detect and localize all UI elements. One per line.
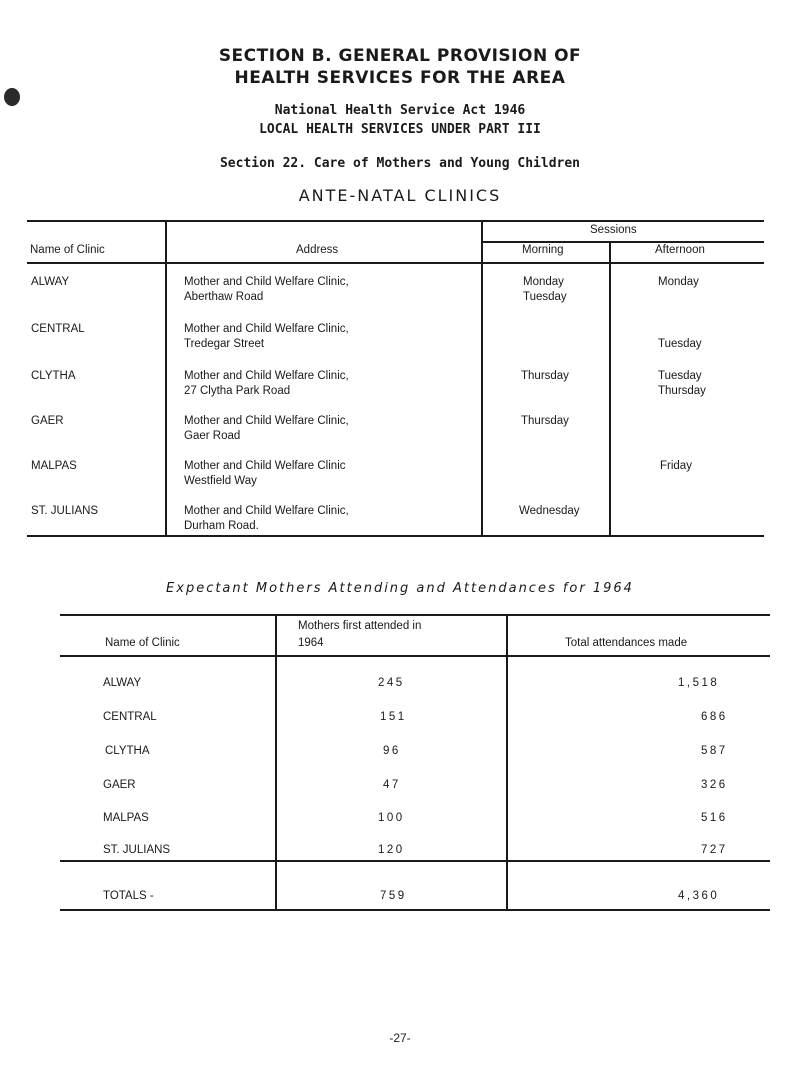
total-attendances-value: 326 — [701, 779, 728, 791]
clinic-name: CENTRAL — [103, 711, 157, 723]
header-address: Address — [296, 244, 339, 256]
first-attended-value: 151 — [380, 711, 407, 723]
header-sessions: Sessions — [590, 224, 637, 236]
clinic-name: ALWAY — [31, 276, 70, 288]
clinic-name: CENTRAL — [31, 323, 85, 335]
clinic-address-line1: Mother and Child Welfare Clinic, — [184, 370, 349, 382]
clinic-address-line2: Durham Road. — [184, 520, 259, 532]
first-attended-value: 47 — [383, 779, 401, 791]
morning-session: Wednesday — [519, 505, 580, 517]
clinic-name: MALPAS — [31, 460, 77, 472]
clinic-address-line1: Mother and Child Welfare Clinic, — [184, 505, 349, 517]
page-number: -27- — [389, 1031, 411, 1045]
clinic-address-line2: Aberthaw Road — [184, 291, 264, 303]
header-afternoon: Afternoon — [655, 244, 705, 256]
total-attendances-value: 1,518 — [678, 677, 720, 689]
afternoon-session: Thursday — [658, 385, 706, 397]
total-attendances-value: 516 — [701, 812, 728, 824]
first-attended-value: 245 — [378, 677, 405, 689]
part-title: LOCAL HEALTH SERVICES UNDER PART III — [259, 122, 541, 137]
clinic-address-line1: Mother and Child Welfare Clinic, — [184, 276, 349, 288]
clinic-name: GAER — [103, 779, 136, 791]
first-attended-value: 96 — [383, 745, 401, 757]
section-heading-line1: SECTION B. GENERAL PROVISION OF — [218, 46, 582, 66]
header-first-attended-line1: Mothers first attended in — [298, 620, 422, 632]
clinic-address-line2: Tredegar Street — [184, 338, 265, 350]
afternoon-session: Monday — [658, 276, 699, 288]
section-heading-line2: HEALTH SERVICES FOR THE AREA — [234, 68, 566, 88]
clinic-name: GAER — [31, 415, 64, 427]
total-attendances-value: 587 — [701, 745, 728, 757]
header-name-of-clinic: Name of Clinic — [30, 244, 105, 256]
morning-session: Thursday — [521, 370, 569, 382]
header-morning: Morning — [522, 244, 564, 256]
clinic-name: CLYTHA — [31, 370, 76, 382]
totals-attendances: 4,360 — [678, 890, 720, 902]
morning-session: Thursday — [521, 415, 569, 427]
clinic-address-line1: Mother and Child Welfare Clinic, — [184, 323, 349, 335]
clinic-address-line2: Gaer Road — [184, 430, 241, 442]
act-title: National Health Service Act 1946 — [274, 103, 526, 118]
clinic-address-line1: Mother and Child Welfare Clinic, — [184, 415, 349, 427]
afternoon-session: Friday — [660, 460, 692, 472]
total-attendances-value: 686 — [701, 711, 728, 723]
header-first-attended-line2: 1964 — [298, 637, 324, 649]
clinic-address-line2: 27 Clytha Park Road — [184, 385, 291, 397]
totals-label: TOTALS - — [103, 890, 154, 902]
clinic-address-line1: Mother and Child Welfare Clinic — [184, 460, 346, 472]
section-title: Section 22. Care of Mothers and Young Children — [219, 156, 581, 171]
first-attended-value: 100 — [378, 812, 405, 824]
morning-session: Monday — [523, 276, 564, 288]
morning-session: Tuesday — [523, 291, 567, 303]
clinic-name: ST. JULIANS — [103, 844, 171, 856]
header-name-of-clinic: Name of Clinic — [105, 637, 180, 649]
afternoon-session: Tuesday — [658, 370, 702, 382]
clinic-name: ST. JULIANS — [31, 505, 99, 517]
header-total-attendances: Total attendances made — [565, 637, 688, 649]
first-attended-value: 120 — [378, 844, 405, 856]
clinic-name: MALPAS — [103, 812, 149, 824]
afternoon-session: Tuesday — [658, 338, 702, 350]
clinic-name: CLYTHA — [105, 745, 150, 757]
clinic-address-line2: Westfield Way — [184, 475, 257, 487]
clinic-name: ALWAY — [103, 677, 142, 689]
totals-first-attended: 759 — [380, 890, 407, 902]
clinics-table-title: ANTE-NATAL CLINICS — [298, 186, 502, 205]
total-attendances-value: 727 — [701, 844, 728, 856]
attendance-table-title: Expectant Mothers Attending and Attendances for 1964 — [166, 581, 634, 596]
